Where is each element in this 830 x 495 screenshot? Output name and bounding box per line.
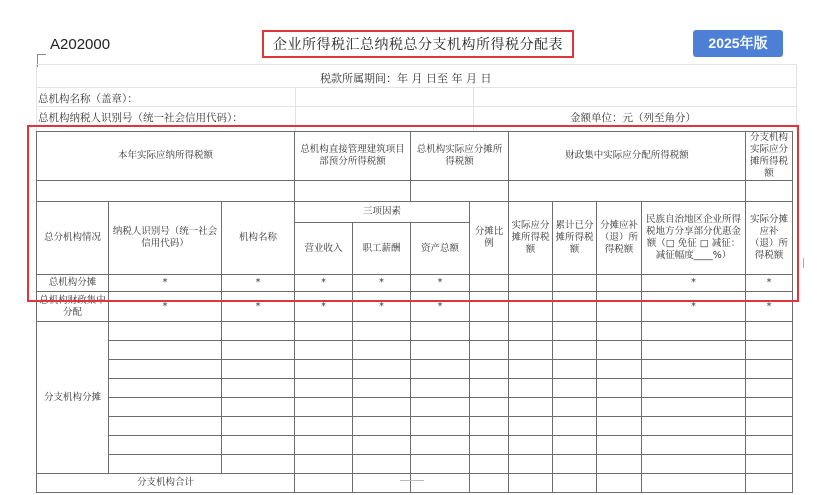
- cell[interactable]: [642, 322, 746, 341]
- cell[interactable]: [411, 455, 470, 474]
- cell[interactable]: [746, 455, 793, 474]
- header-cumulative: 累计已分摊所得税额: [553, 202, 597, 275]
- cell[interactable]: [509, 275, 553, 292]
- divider: [803, 258, 804, 268]
- header-revenue: 营业收入: [295, 223, 353, 275]
- cell[interactable]: [509, 436, 553, 455]
- cell[interactable]: [109, 379, 222, 398]
- star-mark: *: [295, 292, 353, 322]
- star-mark: *: [411, 292, 470, 322]
- row-label-branch: 分支机构分摊: [37, 322, 109, 474]
- cell[interactable]: [470, 292, 509, 322]
- cell[interactable]: [109, 436, 222, 455]
- hq-taxid-label: 总机构纳税人识别号（统一社会信用代码）：: [38, 112, 243, 124]
- cell[interactable]: [642, 379, 746, 398]
- star-mark: *: [109, 275, 222, 292]
- cell[interactable]: [746, 379, 793, 398]
- cell[interactable]: [553, 417, 597, 436]
- cell[interactable]: [295, 322, 353, 341]
- header-entity: 总分机构情况: [37, 202, 109, 275]
- cell[interactable]: [746, 360, 793, 379]
- form-code: A202000: [50, 36, 111, 53]
- cell[interactable]: [509, 398, 553, 417]
- header-hq-actual: 总机构实际应分摊所得税额: [411, 132, 509, 181]
- header-refund: 分摊应补（退）所得税额: [597, 202, 642, 275]
- header-branch-refund: 实际分摊应补（退）所得税额: [746, 202, 793, 275]
- cell[interactable]: [222, 360, 295, 379]
- cell[interactable]: [642, 417, 746, 436]
- cell[interactable]: [597, 436, 642, 455]
- cell[interactable]: [353, 341, 411, 360]
- cell[interactable]: [509, 292, 553, 322]
- cell[interactable]: [597, 455, 642, 474]
- cell[interactable]: [295, 398, 353, 417]
- cell[interactable]: [295, 455, 353, 474]
- cell[interactable]: [642, 436, 746, 455]
- cell[interactable]: [470, 275, 509, 292]
- cell[interactable]: [353, 379, 411, 398]
- cell[interactable]: [411, 341, 470, 360]
- grid-line: [36, 106, 796, 107]
- cell[interactable]: [470, 341, 509, 360]
- row-label-hq-alloc: 总机构分摊: [37, 275, 109, 292]
- cell[interactable]: [509, 455, 553, 474]
- value-fiscal[interactable]: [509, 181, 746, 202]
- star-mark: *: [353, 292, 411, 322]
- cell[interactable]: [746, 398, 793, 417]
- cell[interactable]: [295, 360, 353, 379]
- star-mark: *: [746, 275, 793, 292]
- cell[interactable]: [746, 474, 793, 493]
- cell[interactable]: [642, 360, 746, 379]
- cell[interactable]: [109, 398, 222, 417]
- star-mark: *: [109, 292, 222, 322]
- cell[interactable]: [411, 417, 470, 436]
- cell[interactable]: [597, 474, 642, 493]
- page-title: 企业所得税汇总纳税总分支机构所得税分配表: [273, 37, 563, 53]
- cell[interactable]: [553, 322, 597, 341]
- cell[interactable]: [109, 455, 222, 474]
- star-mark: *: [295, 275, 353, 292]
- cell[interactable]: [411, 360, 470, 379]
- tax-period: 税款所属期间：年 月 日至 年 月 日: [320, 72, 492, 85]
- cell[interactable]: [109, 341, 222, 360]
- value-branch-actual[interactable]: [746, 181, 793, 202]
- header-hq-direct: 总机构直接管理建筑项目部预分所得税额: [295, 132, 411, 181]
- star-mark: *: [411, 275, 470, 292]
- star-mark: *: [642, 275, 746, 292]
- cell[interactable]: [597, 341, 642, 360]
- cell[interactable]: [222, 341, 295, 360]
- header-fiscal: 财政集中实际应分配所得税额: [509, 132, 746, 181]
- cell[interactable]: [109, 360, 222, 379]
- grid-line: [295, 87, 296, 131]
- cell[interactable]: [353, 360, 411, 379]
- cell[interactable]: [222, 379, 295, 398]
- hq-name-label: 总机构名称（盖章）：: [38, 93, 138, 105]
- cell[interactable]: [553, 455, 597, 474]
- cell[interactable]: [353, 398, 411, 417]
- cell[interactable]: [597, 292, 642, 322]
- cell[interactable]: [553, 360, 597, 379]
- cell[interactable]: [509, 417, 553, 436]
- cell[interactable]: [509, 322, 553, 341]
- header-ethnic: 民族自治地区企业所得税地方分享部分优惠金额（□ 免征 □ 减征：减征幅度____%）: [642, 202, 746, 275]
- cell[interactable]: [109, 417, 222, 436]
- cell[interactable]: [295, 436, 353, 455]
- cell[interactable]: [295, 379, 353, 398]
- cell[interactable]: [509, 341, 553, 360]
- grid-line: [473, 87, 474, 131]
- cell[interactable]: [746, 417, 793, 436]
- cell[interactable]: [411, 322, 470, 341]
- header-actual-alloc: 实际应分摊所得税额: [509, 202, 553, 275]
- cell[interactable]: [746, 341, 793, 360]
- header-annual-tax: 本年实际应纳所得税额: [37, 132, 295, 181]
- cell[interactable]: [470, 398, 509, 417]
- star-mark: *: [353, 275, 411, 292]
- cell[interactable]: [597, 379, 642, 398]
- cell[interactable]: [746, 436, 793, 455]
- cell[interactable]: [597, 417, 642, 436]
- cell[interactable]: [746, 322, 793, 341]
- cell[interactable]: [353, 322, 411, 341]
- cell[interactable]: [109, 322, 222, 341]
- cell[interactable]: [553, 379, 597, 398]
- cell[interactable]: [411, 474, 470, 493]
- cell[interactable]: [470, 417, 509, 436]
- cell[interactable]: [509, 379, 553, 398]
- grid-line: [796, 64, 797, 131]
- cell[interactable]: [553, 341, 597, 360]
- cell[interactable]: [642, 455, 746, 474]
- cell[interactable]: [222, 455, 295, 474]
- cell[interactable]: [553, 292, 597, 322]
- value-hq-actual[interactable]: [411, 181, 509, 202]
- cell[interactable]: [470, 379, 509, 398]
- cell[interactable]: [509, 474, 553, 493]
- cell[interactable]: [509, 360, 553, 379]
- corner-mark: [37, 54, 46, 67]
- header-three-factors: 三项因素: [295, 202, 470, 223]
- header-ratio: 分摊比例: [470, 202, 509, 275]
- cell[interactable]: [597, 322, 642, 341]
- cell[interactable]: [411, 379, 470, 398]
- grid-line: [36, 64, 796, 65]
- cell[interactable]: [353, 417, 411, 436]
- cell[interactable]: [295, 341, 353, 360]
- allocation-table: [36, 131, 793, 493]
- value-hq-direct[interactable]: [295, 181, 411, 202]
- divider: [400, 480, 424, 481]
- header-branch-actual: 分支机构实际应分摊所得税额: [746, 132, 793, 181]
- header-taxid: 纳税人识别号（统一社会信用代码）: [109, 202, 222, 275]
- star-mark: *: [642, 292, 746, 322]
- header-wages: 职工薪酬: [353, 223, 411, 275]
- amount-unit: 金额单位：元（列至角分）: [570, 112, 696, 124]
- cell[interactable]: [353, 455, 411, 474]
- grid-line: [36, 87, 796, 88]
- cell[interactable]: [553, 436, 597, 455]
- cell[interactable]: [411, 398, 470, 417]
- row-label-branch-total: 分支机构合计: [37, 474, 295, 493]
- cell[interactable]: [295, 417, 353, 436]
- cell[interactable]: [470, 474, 509, 493]
- cell[interactable]: [470, 360, 509, 379]
- cell[interactable]: [553, 398, 597, 417]
- cell[interactable]: [222, 322, 295, 341]
- cell[interactable]: [642, 474, 746, 493]
- cell[interactable]: [295, 474, 353, 493]
- cell[interactable]: [411, 436, 470, 455]
- cell[interactable]: [642, 341, 746, 360]
- cell[interactable]: [222, 417, 295, 436]
- cell[interactable]: [222, 436, 295, 455]
- cell[interactable]: [353, 436, 411, 455]
- cell[interactable]: [597, 275, 642, 292]
- header-assets: 资产总额: [411, 223, 470, 275]
- grid-line: [36, 64, 37, 131]
- version-badge: 2025年版: [693, 30, 783, 57]
- star-mark: *: [222, 292, 295, 322]
- cell[interactable]: [222, 398, 295, 417]
- cell[interactable]: [353, 474, 411, 493]
- star-mark: *: [222, 275, 295, 292]
- header-name: 机构名称: [222, 202, 295, 275]
- cell[interactable]: [553, 474, 597, 493]
- value-annual-tax[interactable]: [37, 181, 295, 202]
- cell[interactable]: [597, 398, 642, 417]
- row-label-hq-fiscal: 总机构财政集中分配: [37, 292, 109, 322]
- cell[interactable]: [470, 436, 509, 455]
- cell[interactable]: [597, 360, 642, 379]
- cell[interactable]: [470, 455, 509, 474]
- star-mark: *: [746, 292, 793, 322]
- cell[interactable]: [553, 275, 597, 292]
- cell[interactable]: [470, 322, 509, 341]
- cell[interactable]: [642, 398, 746, 417]
